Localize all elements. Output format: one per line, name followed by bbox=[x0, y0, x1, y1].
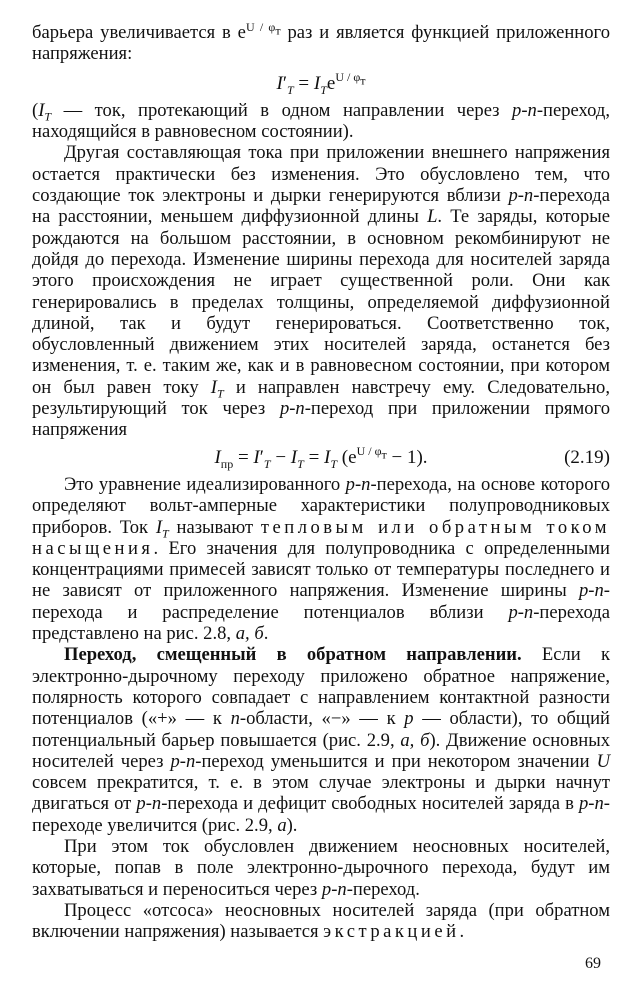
subscript: T bbox=[286, 82, 294, 97]
text-run: барьера увеличивается в e bbox=[32, 22, 246, 43]
exponent-subscript: т bbox=[360, 73, 366, 88]
subscript: T bbox=[330, 456, 338, 471]
subscript: T bbox=[216, 386, 224, 401]
text-run: Другая составляющая тока при приложении внешнего напряжения остается практически без изменения. Это обусловлено тем, что создающие ток электроны и дырки генерируются вблизи bbox=[32, 142, 610, 207]
symbol: I bbox=[290, 446, 298, 468]
paragraph-reverse-bias bbox=[32, 644, 610, 836]
spaced-term: тепловым или обратным током насыщения bbox=[32, 516, 610, 559]
formula-forward-current bbox=[32, 70, 610, 97]
term-pn: p-n bbox=[170, 750, 196, 772]
operator: = bbox=[293, 72, 314, 94]
symbol: I bbox=[214, 446, 221, 468]
text-run: -переходе увеличится (рис. 2.9, bbox=[32, 793, 610, 836]
figure-ref: а bbox=[277, 814, 287, 836]
paragraph-current-note bbox=[32, 100, 610, 143]
text-run: ). Движение основных носителей через bbox=[32, 729, 610, 772]
text-run: -области, «−» — к bbox=[239, 708, 405, 730]
prime: ′ bbox=[259, 446, 264, 468]
symbol: L bbox=[427, 206, 438, 228]
symbol: I bbox=[253, 446, 260, 468]
text-run: − 1). bbox=[386, 446, 428, 468]
spaced-term: экстракцией bbox=[323, 921, 460, 943]
page-number: 69 bbox=[585, 955, 601, 972]
text-run: Это уравнение идеализированного bbox=[64, 473, 346, 495]
text-run: -перехода представлено на рис. 2.8, bbox=[32, 601, 610, 645]
text-run: -перехода и распределение потенциалов вблизи bbox=[32, 580, 610, 623]
equation-number: (2.19) bbox=[564, 446, 610, 468]
symbol: e bbox=[326, 72, 336, 94]
operator: = bbox=[303, 446, 325, 468]
symbol: p bbox=[404, 708, 414, 730]
term-pn: p-n bbox=[279, 398, 305, 420]
section-heading: Переход, смещенный в обратном направлении. bbox=[64, 644, 522, 666]
exponent: U / φ bbox=[356, 444, 382, 459]
exponent: U / φ bbox=[335, 70, 361, 85]
symbol: I bbox=[324, 446, 331, 468]
paragraph-ideal-junction bbox=[32, 474, 610, 644]
text-run: ( bbox=[32, 99, 39, 121]
subscript: пр bbox=[220, 456, 234, 471]
term-pn: p-n bbox=[321, 878, 347, 900]
text-run: . Те заряды, которые рождаются на большом расстоянии, в основном рекомбинируют не дойдя до перехода. Изменение ширины перехода для носителей заряда этого происхождения не играет существенной роли. Они как генерировались в пределах толщины, определяемой диффузионной длиной, так и будут генерироваться. Соответственно ток, обусловленный движением этих носителей заряда, останется без изменения, т. е. таким же, как и в равновесном состоянии, при котором он был равен току bbox=[32, 206, 610, 398]
text-run: совсем прекратится, т. е. в этом случае электроны и дырки начнут двигаться от bbox=[32, 772, 610, 815]
formula-2-19 bbox=[32, 444, 610, 471]
symbol: I bbox=[210, 376, 217, 398]
exponent: U / φ bbox=[245, 19, 276, 34]
term-pn: p-n bbox=[512, 99, 537, 121]
text-run: -переход, находящийся в равновесном состоянии). bbox=[32, 99, 610, 143]
text-run: -переход уменьшится и при некотором значении bbox=[195, 750, 597, 772]
term-pn: p-n bbox=[136, 793, 162, 815]
text-run: раз и является функцией приложенного напряжения: bbox=[32, 22, 610, 65]
symbol: I bbox=[276, 72, 283, 94]
term-pn: p-n bbox=[579, 793, 604, 815]
subscript: T bbox=[44, 109, 52, 124]
text-run: -перехода на расстоянии, меньшем диффузионной длины bbox=[32, 185, 610, 228]
text-run: -перехода, на основе которого определяют вольт-амперные характеристики полупроводниковых приборов. Ток bbox=[32, 473, 610, 538]
text-run: -перехода и дефицит свободных носителей заряда в bbox=[161, 793, 579, 815]
text-run: -переход. bbox=[346, 878, 420, 900]
term-pn: p-n bbox=[508, 185, 534, 207]
symbol: U bbox=[596, 750, 610, 772]
text-run: Процесс «отсоса» неосновных носителей заряда (при обратном включении напряжения) называется bbox=[32, 899, 610, 943]
subscript: T bbox=[263, 456, 271, 471]
text-run: -переход при приложении прямого напряжения bbox=[32, 398, 610, 441]
text-run: называют bbox=[168, 516, 261, 538]
symbol: n bbox=[230, 708, 240, 730]
subscript: T bbox=[162, 526, 169, 541]
text-run: — области), то общий потенциальный барьер повышается (рис. 2.9, bbox=[32, 708, 611, 751]
subscript: T bbox=[320, 82, 327, 97]
text-run: Если к электронно-дырочному переходу приложено обратное напряжение, полярность которого совпадает с направлением контактной разности потенциалов («+» — к bbox=[32, 644, 611, 730]
text-run: и направлен навстречу ему. Следовательно, результирующий ток через bbox=[32, 376, 610, 420]
text-run: . bbox=[263, 623, 269, 645]
subscript: T bbox=[297, 456, 304, 471]
paragraph-minority-carriers bbox=[32, 836, 610, 900]
operator: = bbox=[233, 446, 254, 468]
paragraph-barrier bbox=[32, 19, 610, 65]
paragraph-other-component bbox=[32, 142, 610, 440]
figure-ref: а, б bbox=[235, 623, 264, 645]
text-run: . Его значения для полупроводника с определенными концентрациями примесей зависят только от температуры последнего и не зависят от приложенного напряжения. Изменение ширины bbox=[32, 537, 610, 602]
exponent-subscript: т bbox=[381, 447, 387, 462]
symbol: I bbox=[155, 516, 163, 538]
text-run: — ток, протекающий в одном направлении через bbox=[51, 99, 513, 121]
paragraph-extraction bbox=[32, 900, 610, 943]
page-body bbox=[32, 19, 611, 943]
figure-ref: а, б bbox=[400, 729, 430, 751]
term-pn: p-n bbox=[579, 580, 604, 602]
symbol: I bbox=[313, 72, 321, 94]
symbol: I bbox=[38, 99, 45, 121]
text-run: . bbox=[459, 921, 465, 943]
text-run: При этом ток обусловлен движением неосновных носителей, которые, попав в поле электронно-дырочного перехода, будут им захватываться и переноситься через bbox=[32, 835, 610, 900]
text-run: (e bbox=[337, 446, 357, 468]
prime: ′ bbox=[282, 72, 287, 94]
exponent-subscript: т bbox=[275, 23, 281, 38]
term-pn: p-n bbox=[345, 473, 371, 495]
operator: − bbox=[270, 446, 291, 468]
term-pn: p-n bbox=[508, 601, 534, 623]
text-run: ). bbox=[286, 814, 298, 836]
